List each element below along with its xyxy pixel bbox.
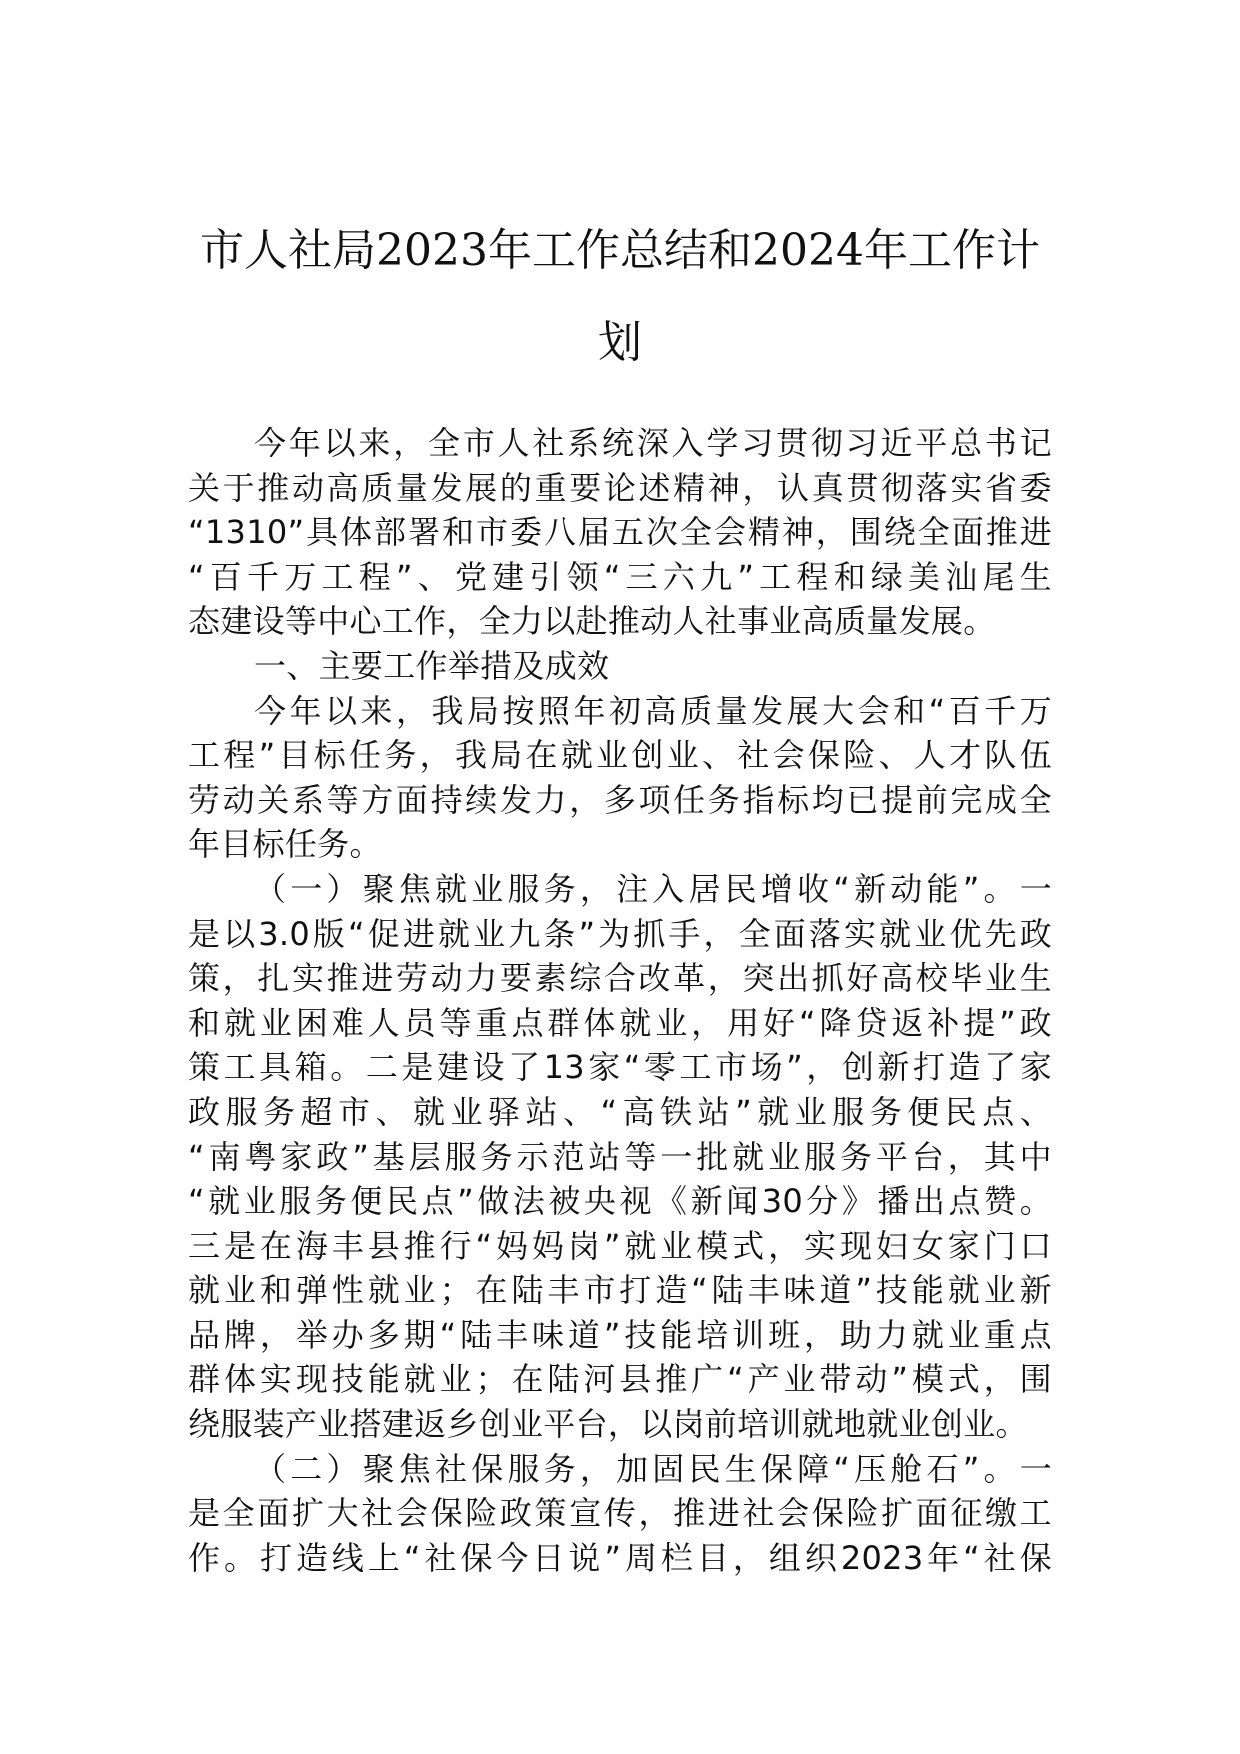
text-line: 态建设等中心工作，全力以赴推动人社事业高质量发展。 xyxy=(188,602,996,641)
paragraph-employment xyxy=(188,867,1052,1447)
text-line: “百千万工程”、党建引领“三六九”工程和绿美汕尾生 xyxy=(188,557,1052,596)
section-heading xyxy=(188,644,1052,689)
text-line: “就业服务便民点”做法被央视《新闻30分》播出点赞。 xyxy=(188,1182,1052,1221)
text-line: 策工具箱。二是建设了13家“零工市场”，创新打造了家 xyxy=(188,1048,1052,1087)
title-line-2: 划 xyxy=(598,317,642,368)
text-line: 政服务超市、就业驿站、“高铁站”就业服务便民点、 xyxy=(188,1092,1052,1131)
text-line: 今年以来，全市人社系统深入学习贯彻习近平总书记 xyxy=(254,424,1052,462)
text-line: 作。打造线上“社保今日说”周栏目，组织2023年“社保 xyxy=(188,1538,1052,1577)
section-heading-text: 一、主要工作举措及成效 xyxy=(254,646,610,685)
text-line: 关于推动高质量发展的重要论述精神，认真贯彻落实省委 xyxy=(188,468,1052,507)
text-line: 三是在海丰县推行“妈妈岗”就业模式，实现妇女家门口 xyxy=(188,1226,1052,1265)
text-line: 今年以来，我局按照年初高质量发展大会和“百千万 xyxy=(254,691,1052,730)
text-line: 群体实现技能就业；在陆河县推广“产业带动”模式，围 xyxy=(188,1360,1052,1399)
text-line: （一）聚焦就业服务，注入居民增收“新动能”。一 xyxy=(254,869,1052,908)
paragraph-intro xyxy=(188,421,1052,644)
text-line: 品牌，举办多期“陆丰味道”技能培训班，助力就业重点 xyxy=(188,1315,1052,1354)
text-line: 是以3.0版“促进就业九条”为抓手，全面落实就业优先政 xyxy=(188,914,1052,953)
paragraph-social-security xyxy=(188,1447,1052,1581)
text-line: 和就业困难人员等重点群体就业，用好“降贷返补提”政 xyxy=(188,1003,1052,1042)
text-line: 就业和弹性就业；在陆丰市打造“陆丰味道”技能就业新 xyxy=(188,1271,1052,1310)
text-line: 年目标任务。 xyxy=(188,825,382,864)
text-line: “南粤家政”基层服务示范站等一批就业服务平台，其中 xyxy=(188,1137,1052,1176)
text-line: 策，扎实推进劳动力要素综合改革，突出抓好高校毕业生 xyxy=(188,959,1052,998)
text-line: 劳动关系等方面持续发力，多项任务指标均已提前完成全 xyxy=(188,780,1052,819)
document-title xyxy=(180,205,1060,389)
document-body xyxy=(188,421,1052,1580)
text-line: 绕服装产业搭建返乡创业平台，以岗前培训就地就业创业。 xyxy=(188,1405,1028,1444)
text-line: 是全面扩大社会保险政策宣传，推进社会保险扩面征缴工 xyxy=(188,1494,1052,1533)
paragraph-overview xyxy=(188,689,1052,867)
title-line-1: 市人社局2023年工作总结和2024年工作计 xyxy=(200,225,1040,276)
text-line: “1310”具体部署和市委八届五次全会精神，围绕全面推进 xyxy=(188,513,1052,552)
text-line: （二）聚焦社保服务，加固民生保障“压舱石”。一 xyxy=(254,1449,1052,1488)
text-line: 工程”目标任务，我局在就业创业、社会保险、人才队伍 xyxy=(188,736,1052,775)
